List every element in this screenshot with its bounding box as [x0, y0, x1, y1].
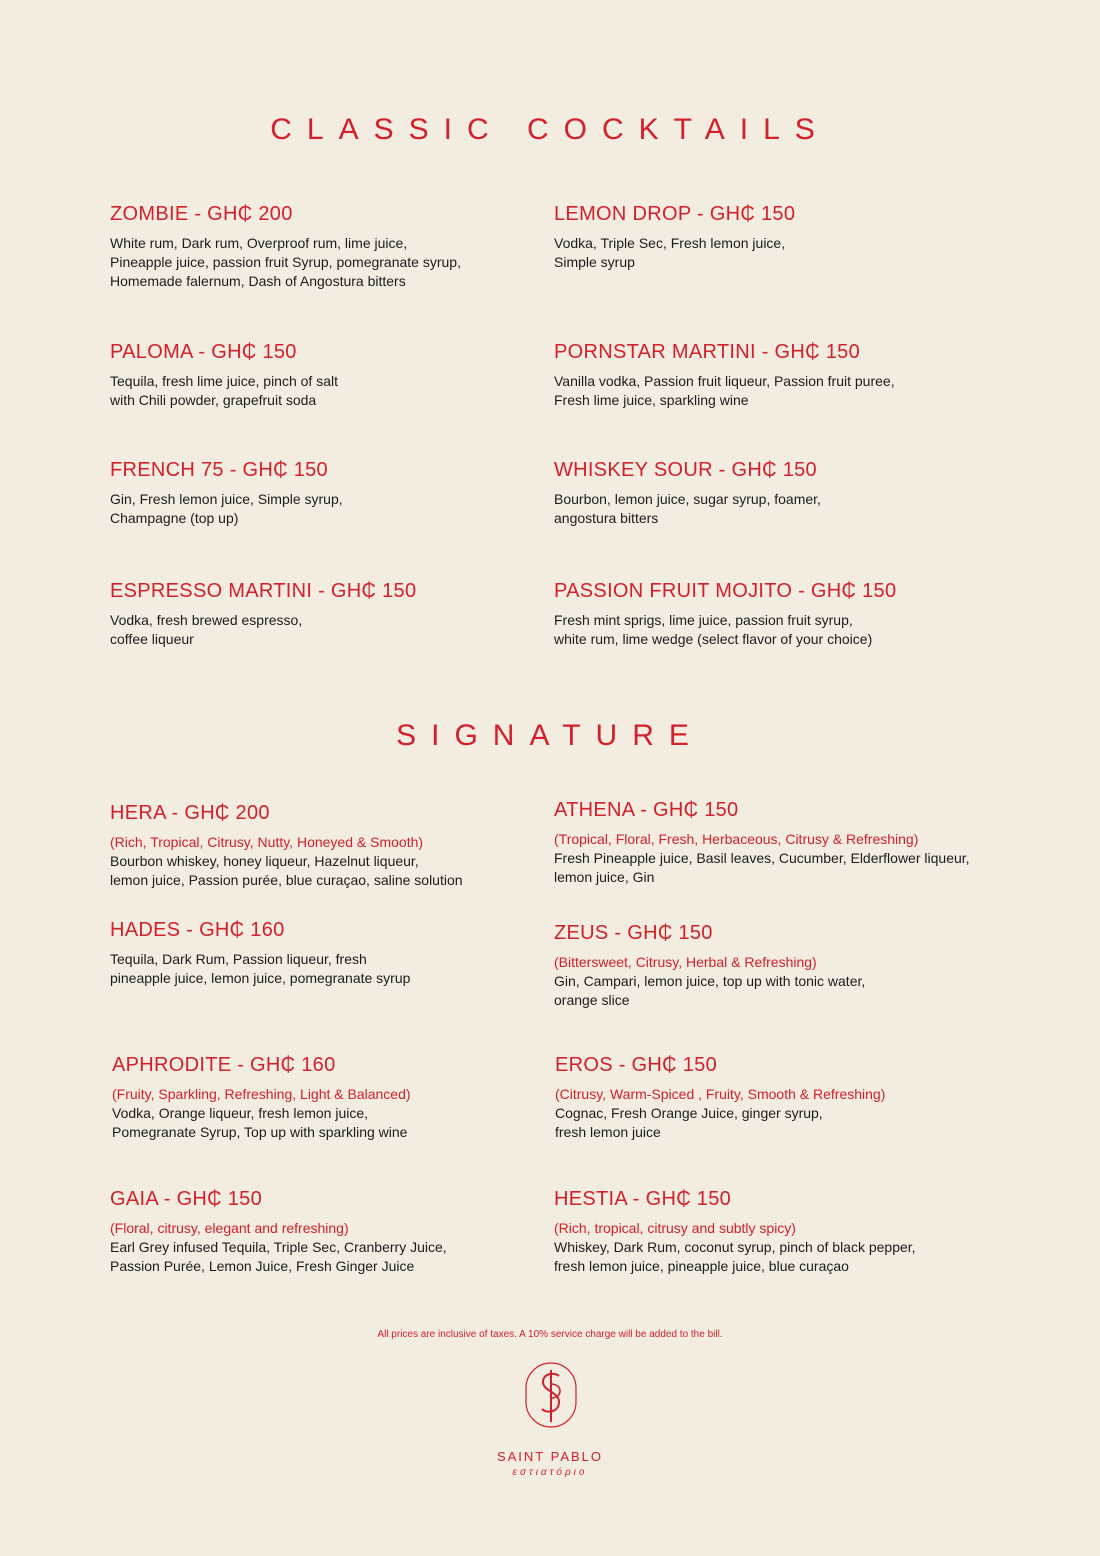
item-desc-line: orange slice: [554, 992, 630, 1008]
item-name: APHRODITE - GH₵ 160: [112, 1054, 336, 1076]
item-desc-line: Gin, Fresh lemon juice, Simple syrup,: [110, 491, 343, 507]
menu-item-eros: [555, 1054, 1015, 1142]
item-tags: (Bittersweet, Citrusy, Herbal & Refreshing): [554, 954, 817, 970]
item-desc-line: Fresh Pineapple juice, Basil leaves, Cucumber, Elderflower liqueur,: [554, 850, 970, 866]
item-desc-line: Earl Grey infused Tequila, Triple Sec, Cranberry Juice,: [110, 1239, 447, 1255]
item-desc-line: lemon juice, Passion purée, blue curaçao, saline solution: [110, 872, 463, 888]
item-name: PORNSTAR MARTINI - GH₵ 150: [554, 341, 860, 363]
item-desc-line: Bourbon, lemon juice, sugar syrup, foamer,: [554, 491, 821, 507]
classic-cocktails-title: CLASSIC COCKTAILS: [270, 113, 830, 146]
menu-item-paloma: [110, 341, 570, 410]
saint-pablo-logo-icon: [525, 1362, 577, 1428]
menu-item-athena: [554, 799, 1014, 887]
menu-item-whiskey-sour: [554, 459, 1014, 528]
item-name: ZEUS - GH₵ 150: [554, 922, 713, 944]
item-tags: (Floral, citrusy, elegant and refreshing): [110, 1220, 349, 1236]
item-desc-line: Simple syrup: [554, 254, 635, 270]
menu-item-hestia: [554, 1188, 1014, 1276]
item-name: FRENCH 75 - GH₵ 150: [110, 459, 328, 481]
item-name: HADES - GH₵ 160: [110, 919, 285, 941]
item-desc-line: white rum, lime wedge (select flavor of your choice): [554, 631, 873, 647]
menu-item-french-75: [110, 459, 570, 528]
item-desc-line: Homemade falernum, Dash of Angostura bitters: [110, 273, 406, 289]
item-tags: (Rich, Tropical, Citrusy, Nutty, Honeyed & Smooth): [110, 834, 424, 850]
item-tags: (Rich, tropical, citrusy and subtly spicy): [554, 1220, 796, 1236]
item-name: LEMON DROP - GH₵ 150: [554, 203, 796, 225]
brand-subtitle: εστιατόριο: [512, 1467, 588, 1478]
item-desc-line: Passion Purée, Lemon Juice, Fresh Ginger Juice: [110, 1258, 415, 1274]
tax-footnote: All prices are inclusive of taxes. A 10% service charge will be added to the bill.: [377, 1329, 723, 1340]
menu-item-pornstar-martini: [554, 341, 1014, 410]
item-tags: (Citrusy, Warm-Spiced , Fruity, Smooth & Refreshing): [555, 1086, 886, 1102]
item-desc-line: Tequila, Dark Rum, Passion liqueur, fresh: [110, 951, 367, 967]
item-desc-line: Fresh mint sprigs, lime juice, passion fruit syrup,: [554, 612, 853, 628]
item-desc-line: Vodka, Triple Sec, Fresh lemon juice,: [554, 235, 786, 251]
item-desc-line: fresh lemon juice: [555, 1124, 661, 1140]
signature-title: SIGNATURE: [396, 719, 704, 752]
item-desc-line: Vodka, fresh brewed espresso,: [110, 612, 303, 628]
item-name: HERA - GH₵ 200: [110, 802, 270, 824]
item-desc-line: Whiskey, Dark Rum, coconut syrup, pinch of black pepper,: [554, 1239, 916, 1255]
item-name: GAIA - GH₵ 150: [110, 1188, 263, 1210]
menu-item-hera: [110, 802, 570, 890]
item-desc-line: Cognac, Fresh Orange Juice, ginger syrup,: [555, 1105, 823, 1121]
item-name: HESTIA - GH₵ 150: [554, 1188, 732, 1210]
item-name: WHISKEY SOUR - GH₵ 150: [554, 459, 817, 481]
menu-item-espresso-martini: [110, 580, 570, 649]
menu-item-lemon-drop: [554, 203, 1014, 272]
brand-name: SAINT PABLO: [496, 1449, 604, 1464]
menu-item-gaia: [110, 1188, 570, 1276]
item-tags: (Fruity, Sparkling, Refreshing, Light & Balanced): [112, 1086, 411, 1102]
item-desc-line: with Chili powder, grapefruit soda: [110, 392, 317, 408]
menu-item-aphrodite: [112, 1054, 572, 1142]
item-desc-line: White rum, Dark rum, Overproof rum, lime juice,: [110, 235, 408, 251]
menu-item-hades: [110, 919, 570, 988]
item-desc-line: fresh lemon juice, pineapple juice, blue curaçao: [554, 1258, 849, 1274]
item-desc-line: Tequila, fresh lime juice, pinch of salt: [110, 373, 338, 389]
item-desc-line: Vanilla vodka, Passion fruit liqueur, Passion fruit puree,: [554, 373, 895, 389]
menu-item-zombie: [110, 203, 570, 291]
item-desc-line: Gin, Campari, lemon juice, top up with tonic water,: [554, 973, 866, 989]
item-name: ESPRESSO MARTINI - GH₵ 150: [110, 580, 417, 602]
item-tags: (Tropical, Floral, Fresh, Herbaceous, Citrusy & Refreshing): [554, 831, 919, 847]
item-desc-line: Pomegranate Syrup, Top up with sparkling wine: [112, 1124, 408, 1140]
menu-item-passion-fruit-mojito: [554, 580, 1014, 649]
item-desc-line: pineapple juice, lemon juice, pomegranate syrup: [110, 970, 411, 986]
item-desc-line: angostura bitters: [554, 510, 659, 526]
item-desc-line: Champagne (top up): [110, 510, 239, 526]
item-name: PALOMA - GH₵ 150: [110, 341, 297, 363]
item-desc-line: Vodka, Orange liqueur, fresh lemon juice,: [112, 1105, 369, 1121]
item-desc-line: Pineapple juice, passion fruit Syrup, pomegranate syrup,: [110, 254, 461, 270]
item-desc-line: Bourbon whiskey, honey liqueur, Hazelnut liqueur,: [110, 853, 419, 869]
item-desc-line: coffee liqueur: [110, 631, 194, 647]
item-name: EROS - GH₵ 150: [555, 1054, 718, 1076]
item-desc-line: lemon juice, Gin: [554, 869, 655, 885]
item-name: ZOMBIE - GH₵ 200: [110, 203, 293, 225]
menu-item-zeus: [554, 922, 1014, 1010]
item-name: PASSION FRUIT MOJITO - GH₵ 150: [554, 580, 897, 602]
item-desc-line: Fresh lime juice, sparkling wine: [554, 392, 749, 408]
item-name: ATHENA - GH₵ 150: [554, 799, 739, 821]
